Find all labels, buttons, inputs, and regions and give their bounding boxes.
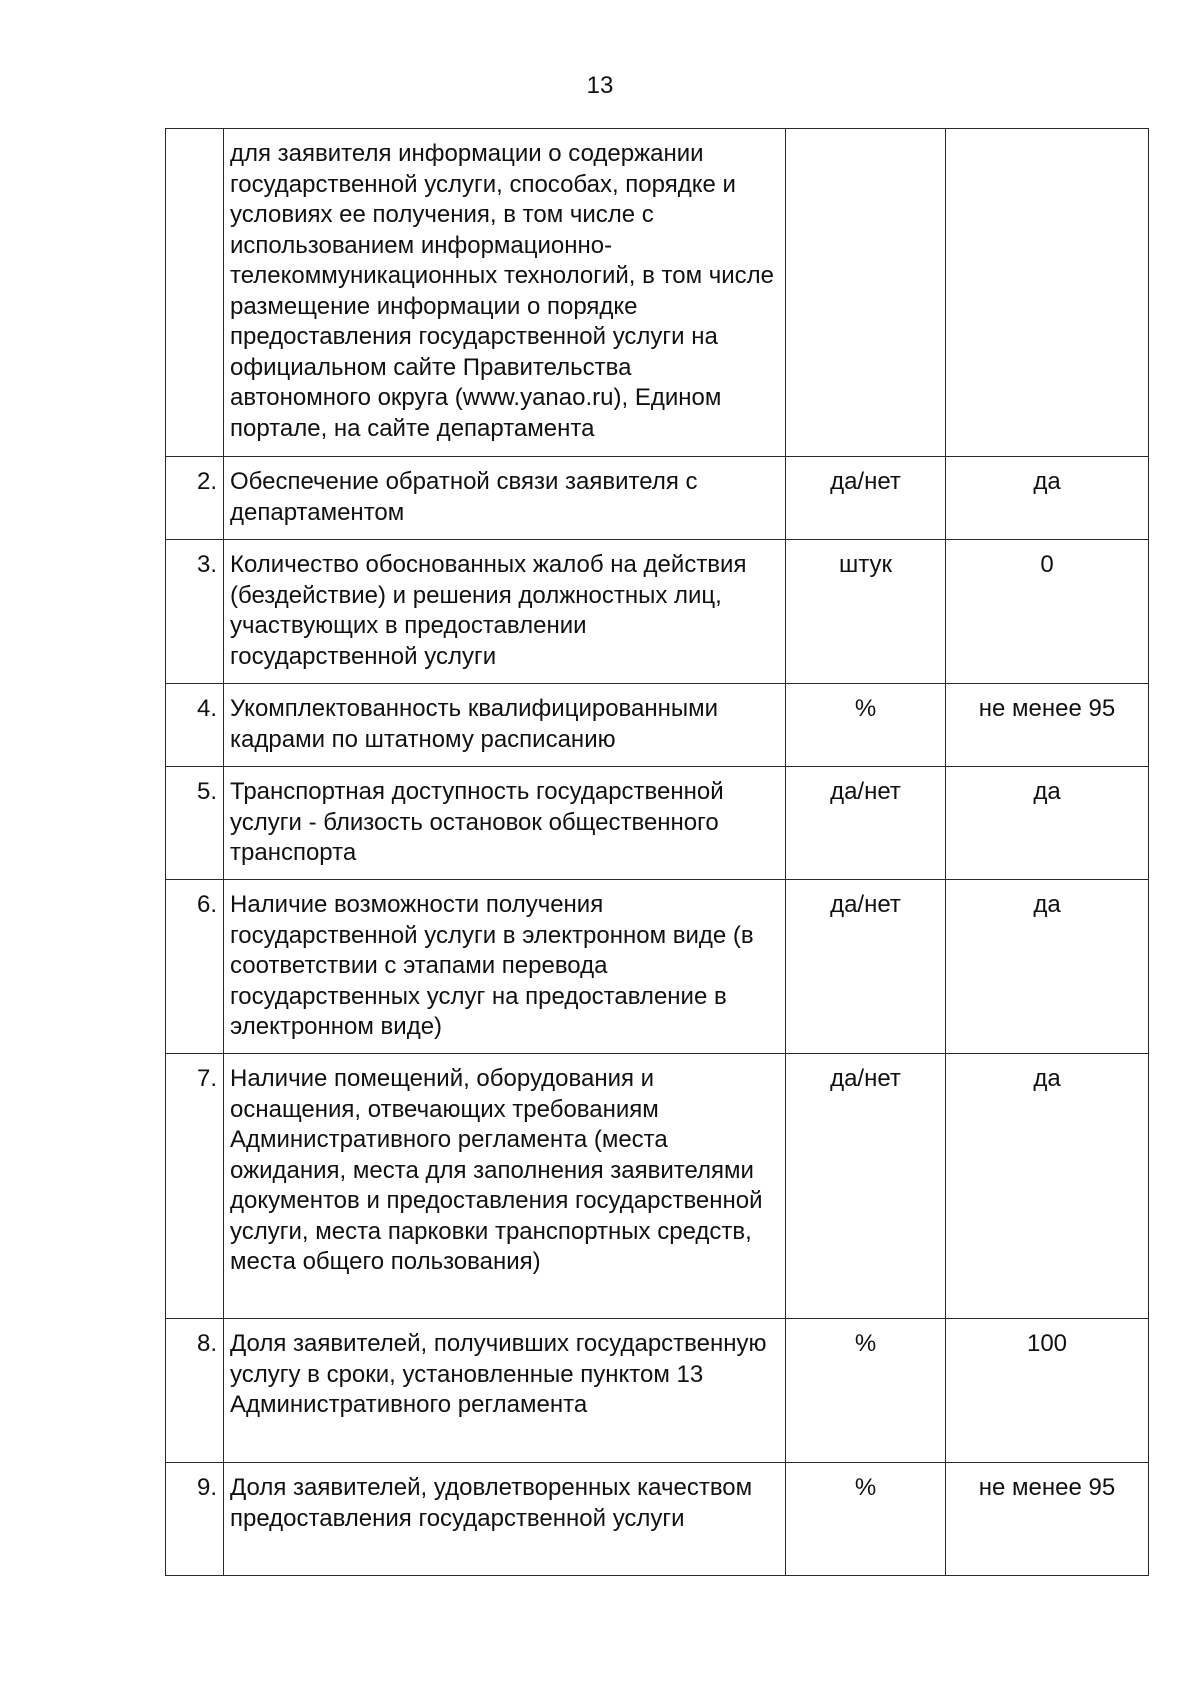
indicator-value: да — [946, 1054, 1149, 1319]
indicator-value: да — [946, 767, 1149, 880]
indicator-unit: да/нет — [786, 457, 946, 540]
indicator-name: Транспортная доступность государственной услуги - близость остановок общественного транспорта — [224, 767, 786, 880]
table-row — [166, 457, 1149, 540]
indicator-value: 0 — [946, 540, 1149, 684]
page-number: 13 — [586, 72, 614, 99]
row-number: 2. — [166, 457, 224, 540]
indicator-name: Наличие возможности получения государственной услуги в электронном виде (в соответствии с этапами перевода государственных услуг на предоставление в электронном виде) — [224, 880, 786, 1054]
indicator-name: для заявителя информации о содержании государственной услуги, способах, порядке и условиях ее получения, в том числе с использованием информационно-телекоммуникационных технологий, в том числе размещение информации о порядке предоставления государственной услуги на официальном сайте Правительства автономного округа (www.yanao.ru), Едином портале, на сайте департамента — [224, 129, 786, 457]
table-row — [166, 1054, 1149, 1319]
indicator-unit: да/нет — [786, 880, 946, 1054]
indicator-value: не менее 95 — [946, 1463, 1149, 1576]
indicator-unit: % — [786, 1463, 946, 1576]
indicator-unit: штук — [786, 540, 946, 684]
table-row — [166, 129, 1149, 457]
indicator-value — [946, 129, 1149, 457]
indicator-value: да — [946, 880, 1149, 1054]
indicator-unit: да/нет — [786, 767, 946, 880]
indicator-value: 100 — [946, 1319, 1149, 1463]
indicator-unit: да/нет — [786, 1054, 946, 1319]
indicator-unit — [786, 129, 946, 457]
table-row — [166, 1319, 1149, 1463]
row-number: 8. — [166, 1319, 224, 1463]
indicator-name: Обеспечение обратной связи заявителя с департаментом — [224, 457, 786, 540]
indicator-unit: % — [786, 684, 946, 767]
row-number: 5. — [166, 767, 224, 880]
indicators-table — [165, 128, 1149, 1576]
indicator-value: да — [946, 457, 1149, 540]
table-row — [166, 1463, 1149, 1576]
indicator-value: не менее 95 — [946, 684, 1149, 767]
row-number: 6. — [166, 880, 224, 1054]
row-number — [166, 129, 224, 457]
row-number: 7. — [166, 1054, 224, 1319]
indicator-name: Наличие помещений, оборудования и оснащения, отвечающих требованиям Административного регламента (места ожидания, места для заполнения заявителями документов и предоставления государственной услуги, места парковки транспортных средств, места общего пользования) — [224, 1054, 786, 1319]
indicator-name: Доля заявителей, получивших государственную услугу в сроки, установленные пунктом 13 Административного регламента — [224, 1319, 786, 1463]
table-row — [166, 767, 1149, 880]
row-number: 4. — [166, 684, 224, 767]
indicator-name: Количество обоснованных жалоб на действия (бездействие) и решения должностных лиц, участвующих в предоставлении государственной услуги — [224, 540, 786, 684]
row-number: 3. — [166, 540, 224, 684]
table-row — [166, 540, 1149, 684]
table-row — [166, 880, 1149, 1054]
row-number: 9. — [166, 1463, 224, 1576]
indicator-name: Укомплектованность квалифицированными кадрами по штатному расписанию — [224, 684, 786, 767]
indicator-unit: % — [786, 1319, 946, 1463]
table-row — [166, 684, 1149, 767]
indicator-name: Доля заявителей, удовлетворенных качеством предоставления государственной услуги — [224, 1463, 786, 1576]
